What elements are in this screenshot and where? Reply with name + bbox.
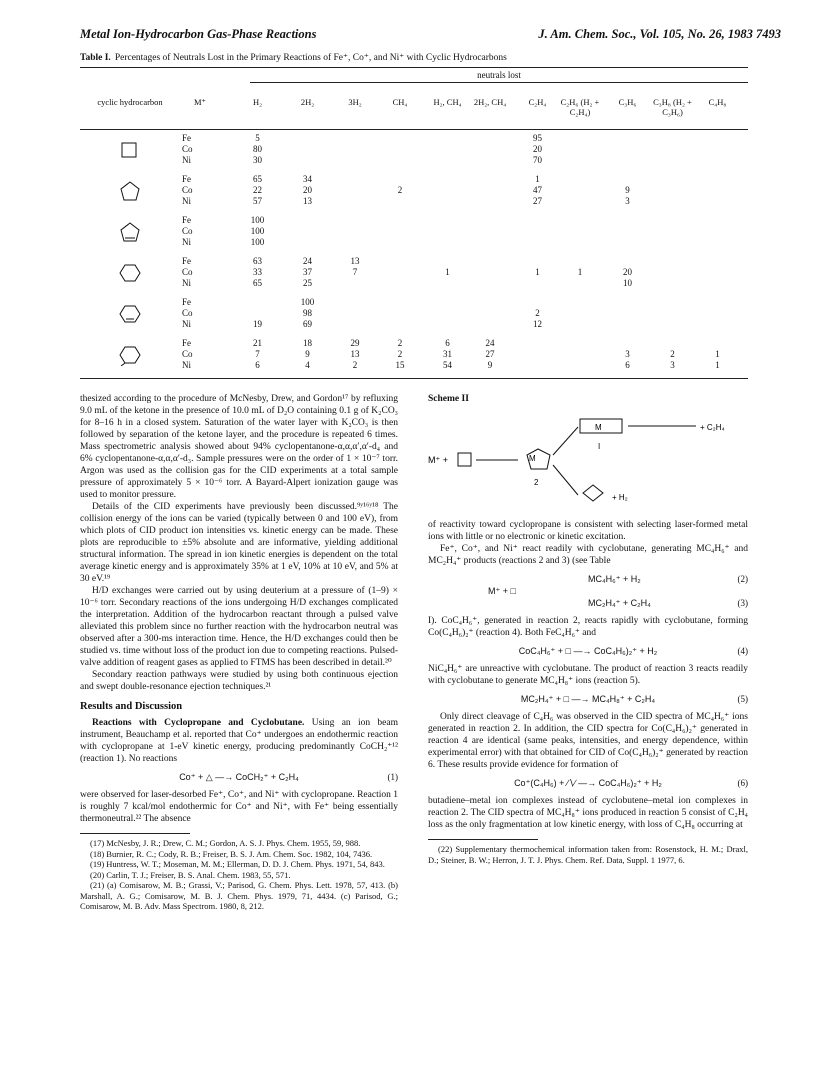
scheme-diagram (428, 405, 748, 515)
right-column (428, 393, 748, 865)
table-cell: 9 (487, 360, 493, 370)
table-cell: 80 (253, 144, 262, 154)
metal-ion-cell: Fe (182, 215, 191, 225)
cyclic-hydrocarbon-icon (118, 262, 142, 284)
reaction-number: (4) (737, 646, 748, 656)
reaction-reactants: M⁺ + □ (488, 586, 516, 596)
table-cell: 1 (577, 267, 583, 277)
table-cell: 37 (303, 267, 312, 277)
footnotes (80, 838, 398, 912)
table-cell: 34 (303, 174, 312, 184)
intermediate-number: 2 (534, 478, 539, 487)
left-column (80, 393, 398, 912)
metal-ion-cell: Fe (182, 256, 191, 266)
table-cell: 20 (533, 144, 542, 154)
metal-label: M (595, 423, 602, 432)
table-cell: 2 (352, 360, 358, 370)
footnote: (20) Carlin, T. J.; Freiser, B. S. Anal. Chem. 1983, 55, 571. (90, 869, 291, 880)
metal-ion-cell: Co (182, 349, 193, 359)
metal-ion-cell: Co (182, 308, 193, 318)
table-caption-text: Percentages of Neutrals Lost in the Primary Reactions of Fe⁺, Co⁺, and Ni⁺ with Cyclic Hydrocarbons (114, 53, 507, 63)
table-cell: 98 (303, 308, 312, 318)
metal-ion-cell: Fe (182, 133, 191, 143)
reaction-product: MC₂H₄⁺ + C₂H₄ (588, 598, 651, 608)
table-cell: 10 (623, 278, 632, 288)
reaction-equation: MC₂H₄⁺ + □ —→ MC₄H₈⁺ + C₂H₄ (520, 694, 656, 704)
cyclic-hydrocarbon-icon (118, 303, 142, 325)
group-rule (250, 82, 748, 83)
metal-ion-cell: Fe (182, 174, 191, 184)
table-cell: 95 (533, 133, 542, 143)
table-cell: 54 (443, 360, 452, 370)
reaction-equation: CoC₄H₆⁺ + □ —→ CoC₄H₆)₂⁺ + H₂ (518, 646, 658, 656)
reaction-number: (1) (387, 772, 398, 782)
paragraph: of reactivity toward cyclopropane is consistent with selecting laser-formed metal ions with little or no electronic or kinetic excitation. (428, 520, 748, 542)
footnote: (21) (a) Comisarow, M. B.; Grassi, V.; Parisod, G. Chem. Phys. Lett. 1978, 57, 413. (b) Marshall, A. G.; Comisarow, M. B. J. Chem. Phys. 1979, 71, 4434. (c) Parisod, G.; Comisarow, M. B. Adv. Mass Spectrom. 1980, 8, 212. (80, 880, 398, 911)
table-cell: 70 (533, 155, 542, 165)
paragraph: Only direct cleavage of C₄H₆ was observed in the CID spectra of MC₄H₆⁺ ions generated in reaction 2. In addition, the CID spectra for Co(C₄H₆)₂⁺ generated in reaction 4 are identical (same peaks, intensities, and energy dependence, within experimental error) with that obtained for CID of Co(C₄H₆)₂⁺ generated by reaction 6. These results provide evidence for formation of (428, 712, 748, 770)
paragraph: Details of the CID experiments have previously been discussed.⁹ʸ¹⁶ʸ¹⁸ The collision energy of the ions can be varied (typically between 0 and 100 eV), from which plots of CID product ion intensities vs. kinetic energy can be made. These plots are reproducible to ±5% absolute and are informative, yielding additional structural information. The spread in ion kinetic energies is dependent on the total average kinetic energy and is approximately 35% at 1 eV, 10% at 10 eV, and 5% at 30 eV.¹⁹ (80, 502, 398, 584)
footnotes (428, 844, 748, 865)
subsection-heading: Reactions with Cyclopropane and Cyclobutane. (92, 718, 305, 728)
table-cell: 9 (625, 185, 630, 195)
reaction-equation: Co⁺ + △ —→ CoCH₂⁺ + C₂H₄ (179, 772, 299, 782)
table-cell: 1 (715, 360, 720, 370)
product-label: + C₂H₄ (700, 423, 725, 432)
table-cell: 100 (300, 297, 315, 307)
butadiene-complex-icon (583, 485, 603, 501)
table-cell: 22 (253, 185, 262, 195)
paragraph: thesized according to the procedure of McNesby, Drew, and Gordon¹⁷ by refluxing 9.0 mL of the ketone in the presence of 10.0 mL of D₂O containing 0.1 g of K₂CO₃ for 8–16 h in a closed system. Saturation of the water layer with K₂CO₃ is then followed by separation of the ketone layer, and the procedure is repeated 6 times. Mass spectrometric analysis showed about 94% cyclopentanone-α,α,α′,α′-d₄ and 6% cyclopentanone-α,α,α′-d₃. Sample pressures were on the order of 1 × 10⁻⁷ torr. Argon was used as the collision gas for the CID experiments at a total sample pressure of approximately 5 × 10⁻⁶ torr. A Bayard-Alpert ionization gauge was used to monitor pressure. (80, 394, 398, 500)
group-header: neutrals lost (477, 70, 521, 80)
column-header: 2H₂ (300, 97, 315, 107)
cyclic-hydrocarbon-icon (118, 180, 142, 202)
table-label: Table I. (80, 53, 111, 63)
section-heading: Results and Discussion (80, 701, 183, 712)
table-cell: 7 (255, 349, 260, 359)
table-cell: 1 (445, 267, 450, 277)
reaction-number: (2) (737, 574, 748, 584)
table-cell: 2 (535, 308, 540, 318)
column-header: H₂, CH₄ (433, 97, 462, 107)
column-header: C₃H₆ (618, 97, 637, 107)
table-cell: 3 (625, 196, 630, 206)
table-cell: 6 (625, 360, 630, 370)
table-cell: 6 (255, 360, 260, 370)
table-cell: 24 (303, 256, 312, 266)
header-journal: J. Am. Chem. Soc., Vol. 105, No. 26, 1983 7493 (538, 27, 781, 41)
table-cell: 20 (623, 267, 632, 277)
metal-ion-cell: Fe (182, 338, 191, 348)
reaction-5 (428, 693, 748, 705)
metal-ion-cell: Ni (182, 319, 191, 329)
cyclic-hydrocarbon-icon (118, 344, 142, 366)
paragraph: were observed for laser-desorbed Fe⁺, Co⁺, and Ni⁺ with cyclopropane. Reaction 1 is roughly 7 kcal/mol endothermic for Co⁺ and Ni⁺, with Fe⁺ being essentially thermoneutral.²² The absence (80, 790, 398, 824)
table-cell: 6 (445, 338, 450, 348)
metal-ion-cell: Co (182, 144, 193, 154)
paragraph: H/D exchanges were carried out by using deuterium at a pressure of (1–9) × 10⁻⁶ torr. Secondary reactions of the ions undergoing H/D exchanges complicated the interpretation. Addition of the hydrocarbon reactant through a pulsed valve alleviated this problem since no further reaction with the hydrocarbon neutral was observed after a 300-ms interaction time. Hence, the H/D exchanges could then be studied vs. time without loss of the product ion due to competing reactions. Pulsed-valve addition of reagent gases as applied to FTMS has been described in detail.²⁰ (80, 586, 398, 668)
table-cell: 2 (397, 349, 403, 359)
column-header: M⁺ (193, 97, 207, 107)
column-header: C₃H₈ (H₂ + C₃H₆) (653, 97, 692, 117)
footnote-rule (80, 833, 190, 834)
table-cell: 1 (715, 349, 720, 359)
table-cell: 21 (253, 338, 262, 348)
arrow-icon (553, 427, 578, 455)
footnote: (22) Supplementary thermochemical information taken from: Rosenstock, H. M.; Draxl, D.; Steiner, B. W.; Herron, J. T. J. Phys. Chem. Ref. Data, Suppl. 1 1977, 6. (428, 844, 748, 865)
reaction-product: MC₄H₆⁺ + H₂ (588, 574, 641, 584)
paragraph: Secondary reaction pathways were studied by using both continuous ejection and swept double-resonance ejection techniques.²¹ (80, 670, 398, 692)
metal-label: M (529, 454, 536, 463)
paragraph: NiC₄H₆⁺ are unreactive with cyclobutane. The product of reaction 3 reacts readily with cyclobutane to generate MC₄H₈⁺ ions (reaction 5). (428, 664, 748, 686)
table-cell: 69 (303, 319, 312, 329)
table-caption (80, 52, 507, 63)
table-cell: 29 (350, 338, 360, 348)
table-cell: 2 (397, 185, 403, 195)
table-top-rule (80, 67, 748, 68)
reaction-number: (6) (737, 778, 748, 788)
footnote-rule (428, 839, 538, 840)
scheme-reactant-label: M⁺ + (428, 455, 449, 465)
table-cell: 2 (670, 349, 675, 359)
column-header: CH₄ (392, 97, 408, 107)
paragraph: butadiene–metal ion complexes instead of cyclobutene–metal ion complexes in reaction 2. The CID spectra of MC₄H₈⁺ ions produced in reaction 5 consist of C₂H₄ loss as the only fragmentation at low kinetic energy, with loss of C₄H₈ occurring at (428, 796, 748, 830)
cyclic-hydrocarbon-icon (118, 139, 142, 161)
arrow-icon (553, 465, 578, 495)
paragraph: I). CoC₄H₆⁺, generated in reaction 2, reacts rapidly with cyclobutane, forming Co(C₄H₆)₂⁺ (reaction 4). Both FeC₄H₆⁺ and (428, 616, 748, 638)
metal-ion-cell: Ni (182, 278, 191, 288)
column-header: 3H₂ (348, 97, 362, 107)
column-header: 2H₂, CH₄ (473, 97, 507, 107)
scheme-title: Scheme II (428, 394, 469, 404)
table-cell: 7 (352, 267, 358, 277)
table-cell: 47 (533, 185, 542, 195)
table-cell: 13 (350, 256, 360, 266)
table-cell: 33 (253, 267, 262, 277)
reaction-number: (3) (737, 598, 748, 608)
table-cell: 100 (250, 226, 265, 236)
header-rule (80, 129, 748, 130)
metal-ion-cell: Co (182, 226, 193, 236)
table-cell: 20 (303, 185, 312, 195)
table-cell: 31 (443, 349, 452, 359)
table-cell: 100 (250, 237, 265, 247)
table-cell: 2 (397, 338, 403, 348)
table-cell: 65 (253, 278, 262, 288)
metal-ion-cell: Co (182, 185, 193, 195)
table-cell: 3 (625, 349, 630, 359)
table-cell: 9 (305, 349, 310, 359)
table-cell: 65 (253, 174, 262, 184)
metal-ion-cell: Ni (182, 196, 191, 206)
table-cell: 30 (253, 155, 262, 165)
table-cell: 1 (535, 267, 540, 277)
table-cell: 15 (395, 360, 405, 370)
footnote: (18) Burnier, R. C.; Cody, R. B.; Freiser, B. S. J. Am. Chem. Soc. 1982, 104, 7436. (90, 848, 373, 859)
table-cell: 25 (303, 278, 312, 288)
table-cell: 3 (670, 360, 675, 370)
metal-ion-cell: Ni (182, 360, 191, 370)
table-cell: 19 (253, 319, 262, 329)
table-cell: 1 (535, 174, 540, 184)
cyclobutane-icon (458, 453, 471, 466)
column-header: cyclic hydrocarbon (97, 97, 163, 107)
header-title: Metal Ion-Hydrocarbon Gas-Phase Reactions (80, 27, 317, 41)
table-cell: 63 (253, 256, 262, 266)
table-cell: 27 (485, 349, 495, 359)
table-cell: 13 (350, 349, 360, 359)
column-header: C₂H₄ (528, 97, 547, 107)
table-cell: 27 (533, 196, 542, 206)
table-cell: 24 (485, 338, 495, 348)
table-cell: 12 (533, 319, 542, 329)
table-cell: 4 (305, 360, 310, 370)
reaction-equation: Co⁺(C₄H₆) + ∕∖∕ —→ CoC₄H₆)₂⁺ + H₂ (514, 778, 662, 788)
reaction-1 (80, 771, 398, 783)
column-header: C₄H₈ (708, 97, 727, 107)
table-cell: 5 (255, 133, 260, 143)
intermediate-number: I (598, 442, 601, 451)
column-header: H₂ (252, 97, 263, 107)
reaction-2-3 (428, 573, 748, 609)
column-header: C₂H₆ (H₂ + C₂H₄) (560, 97, 600, 117)
table-cell: 13 (303, 196, 312, 206)
table-cell: 18 (303, 338, 312, 348)
paragraph (80, 717, 398, 765)
paragraph-text: Using an ion beam instrument, Beauchamp et al. reported that Co⁺ undergoes an endothermic reaction with cyclopropane at 1-eV kinetic energy, producing predominantly CoCH₂⁺¹² (reaction 1). No reactions (80, 718, 398, 764)
metal-ion-cell: Ni (182, 155, 191, 165)
metal-ion-cell: Co (182, 267, 193, 277)
table-cell: 100 (250, 215, 265, 225)
metal-ion-cell: Fe (182, 297, 191, 307)
footnote: (17) McNesby, J. R.; Drew, C. M.; Gordon, A. S. J. Phys. Chem. 1955, 59, 988. (90, 838, 361, 848)
metal-ion-cell: Ni (182, 237, 191, 247)
paragraph: Fe⁺, Co⁺, and Ni⁺ react readily with cyclobutane, generating MC₄H₆⁺ and MC₂H₄⁺ products (reactions 2 and 3) (see Table (428, 544, 748, 566)
footnote: (19) Huntress, W. T.; Moseman, M. M.; Ellerman, D. D. J. Chem. Phys. 1971, 54, 843. (90, 859, 385, 869)
cyclic-hydrocarbon-icon (118, 221, 142, 243)
table-cell: 57 (253, 196, 262, 206)
reaction-number: (5) (737, 694, 748, 704)
reaction-6 (428, 777, 748, 789)
data-table (80, 67, 748, 379)
product-label: + H₂ (612, 493, 628, 502)
reaction-4 (428, 645, 748, 657)
table-bottom-rule (80, 378, 748, 379)
